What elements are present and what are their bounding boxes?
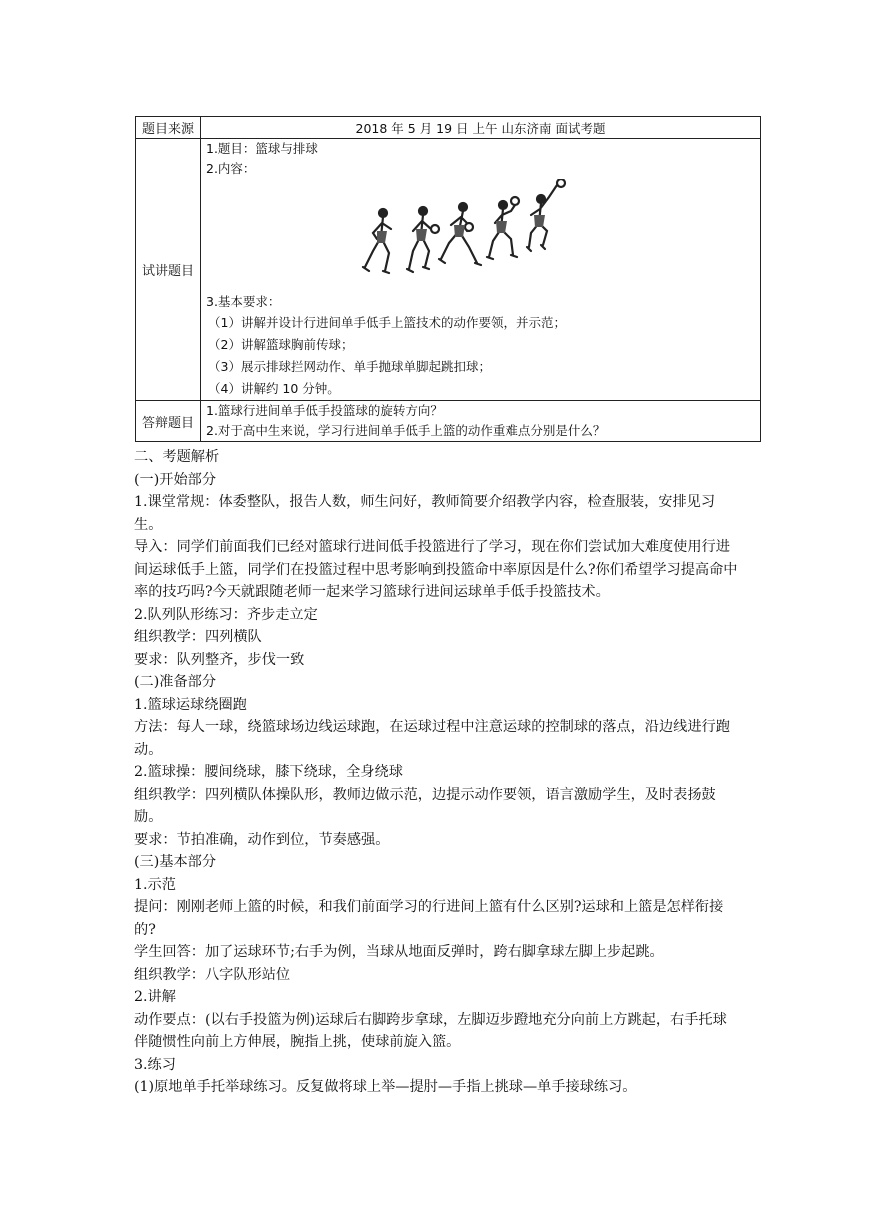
paragraph: 要求：队列整齐，步伐一致: [134, 651, 305, 668]
analysis-body: [134, 446, 740, 1099]
requirements-label: 3.基本要求：: [206, 294, 281, 309]
paragraph: 2.讲解: [134, 989, 176, 1005]
defense-question-1: 1.篮球行进间单手低手投篮球的旋转方向？: [206, 403, 443, 418]
paragraph: 3.练习: [134, 1056, 176, 1073]
paragraph: 提问：刚刚老师上篮的时候，和我们前面学习的行进间上篮有什么区别?运球和上篮是怎样衔接的?: [134, 899, 724, 938]
subsection-heading: (一)开始部分: [134, 471, 217, 488]
lecture-content: [201, 139, 761, 401]
layup-sequence-figure: [206, 179, 755, 292]
defense-question-2: 2.对于高中生来说，学习行进间单手低手上篮的动作重难点分别是什么？: [206, 423, 606, 438]
paragraph: (1)原地单手托举球练习。反复做将球上举—提肘—手指上挑球—单手接球练习。: [134, 1079, 637, 1095]
layup-sequence-image: [351, 179, 591, 289]
paragraph: 1.篮球运球绕圈跑: [134, 696, 247, 713]
paragraph: 要求：节拍准确，动作到位，节奏感强。: [134, 831, 390, 848]
question-table: [135, 116, 761, 442]
defense-label: 答辩题目: [136, 401, 201, 442]
requirement-2: （2）讲解篮球胸前传球；: [208, 337, 354, 352]
paragraph: 组织教学：四列横队: [134, 629, 262, 645]
paragraph: 2.篮球操：腰间绕球，膝下绕球，全身绕球: [134, 764, 403, 780]
paragraph: 2.队列队形练习：齐步走立定: [134, 606, 318, 623]
defense-content: [201, 401, 761, 442]
paragraph: 1.示范: [134, 876, 176, 893]
lecture-content-label: 2.内容：: [206, 161, 256, 176]
paragraph: 学生回答：加了运球环节;右手为例，当球从地面反弹时，跨右脚拿球左脚上步起跳。: [134, 944, 664, 960]
subsection-heading: (二)准备部分: [134, 674, 217, 690]
paragraph: 导入：同学们前面我们已经对篮球行进间低手投篮进行了学习，现在你们尝试加大难度使用行进间运球低手上篮，同学们在投篮过程中思考影响到投篮命中率原因是什么?你们希望学习提高命中率的技巧吗?今天就跟随老师一起来学习篮球行进间运球单手低手投篮技术。: [134, 539, 738, 600]
source-label: 题目来源: [136, 117, 201, 139]
requirement-1: （1）讲解并设计行进间单手低手上篮技术的动作要领，并示范；: [208, 315, 566, 330]
section-heading: 二、考题解析: [134, 449, 220, 465]
source-value: 2018 年 5 月 19 日 上午 山东济南 面试考题: [201, 117, 761, 139]
paragraph: 动作要点：(以右手投篮为例)运球后右脚跨步拿球，左脚迈步蹬地充分向前上方跳起，右手托球伴随惯性向前上方伸展，腕指上挑，使球前旋入篮。: [134, 1011, 727, 1050]
paragraph: 组织教学：八字队形站位: [134, 966, 291, 983]
requirement-4: （4）讲解约 10 分钟。: [208, 381, 340, 396]
paragraph: 方法：每人一球，绕篮球场边线运球跑，在运球过程中注意运球的控制球的落点，沿边线进行跑动。: [134, 719, 730, 758]
source-row: [136, 117, 761, 139]
paragraph: 组织教学：四列横队体操队形，教师边做示范，边提示动作要领，语言激励学生，及时表扬鼓励。: [134, 786, 716, 825]
requirement-3: （3）展示排球拦网动作、单手抛球单脚起跳扣球；: [208, 359, 491, 374]
paragraph: 1.课堂常规：体委整队，报告人数，师生问好，教师简要介绍教学内容，检查服装，安排见习生。: [134, 494, 716, 533]
subsection-heading: (三)基本部分: [134, 854, 217, 870]
lecture-row: [136, 139, 761, 401]
lecture-label: 试讲题目: [136, 139, 201, 401]
defense-row: [136, 401, 761, 442]
lecture-title: 1.题目：篮球与排球: [206, 141, 318, 156]
